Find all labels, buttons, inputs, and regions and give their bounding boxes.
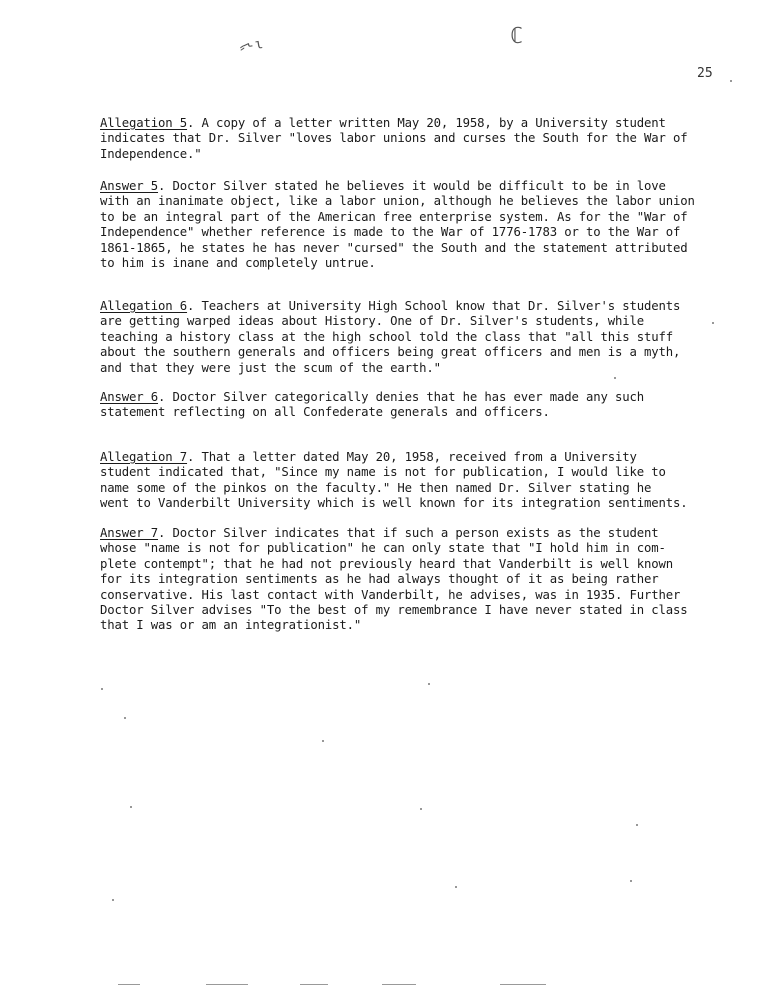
scan-speck	[636, 824, 638, 826]
scan-artifact-line	[300, 984, 328, 985]
scan-speck	[730, 80, 732, 82]
scan-speck	[124, 717, 126, 719]
allegation-6-text: . Teachers at University High School know that Dr. Silver's students are getting warped ideas about History. One of Dr. Silver's students, while teaching a history class at the high school told the class that "all this stuff about the southern generals and officers being great officers and men is a myth, and that they were just the scum of the earth."	[100, 299, 681, 375]
scan-speck	[428, 683, 430, 685]
scan-speck	[630, 880, 632, 882]
scan-artifact-line	[382, 984, 416, 985]
scan-speck	[455, 886, 457, 888]
answer-7-label: Answer 7	[100, 526, 159, 540]
allegation-6-label: Allegation 6	[100, 299, 188, 313]
answer-6	[100, 390, 730, 421]
answer-5-text: . Doctor Silver stated he believes it would be difficult to be in love with an inanimate object, like a labor union, although he believes the labor union to be an integral part of the American free enterprise system. As for the "War of Independence" whether reference is made to the War of 1776-1783 or to the War of 1861-1865, he states he has never "cursed" the South and the statement attributed to him is inane and completely untrue.	[100, 179, 695, 271]
answer-7-text: . Doctor Silver indicates that if such a person exists as the student whose "name is not for publication" he can only state that "I hold him in com- plete contempt"; that he had not previously heard that Vanderbilt is well known for its integration sentiments as he had always thought of it as being rather conservative. His last contact with Vanderbilt, he advises, was in 1935. Further Doctor Silver advises "To the best of my remembrance I have never stated in class that I was or am an integrationist."	[100, 526, 688, 633]
allegation-5	[100, 116, 730, 162]
answer-5-label: Answer 5	[100, 179, 159, 193]
scan-speck	[322, 740, 324, 742]
scan-speck	[130, 806, 132, 808]
scan-artifact-line	[118, 984, 140, 985]
scan-speck	[420, 808, 422, 810]
allegation-7-label: Allegation 7	[100, 450, 188, 464]
allegation-5-text: . A copy of a letter written May 20, 1958, by a University student indicates that Dr. Silver "loves labor unions and curses the South for the War of Independence."	[100, 116, 688, 161]
scan-speck	[712, 322, 714, 324]
answer-6-label: Answer 6	[100, 390, 159, 404]
allegation-5-label: Allegation 5	[100, 116, 188, 130]
allegation-7-text: . That a letter dated May 20, 1958, received from a University student indicated that, "Since my name is not for publication, I would like to name some of the pinkos on the faculty." He then named Dr. Silver stating he went to Vanderbilt University which is well known for its integration sentiments.	[100, 450, 688, 511]
scan-speck	[112, 899, 114, 901]
allegation-6	[100, 299, 730, 376]
handwritten-mark: ⸗˞ɩ	[236, 35, 265, 57]
answer-7	[100, 526, 730, 634]
answer-6-text: . Doctor Silver categorically denies that he has ever made any such statement reflecting on all Confederate generals and officers.	[100, 390, 645, 420]
answer-5	[100, 179, 730, 271]
scan-artifact-line	[206, 984, 248, 985]
page-number: 25	[697, 66, 713, 81]
scan-speck	[101, 688, 103, 690]
handwritten-mark: ℂ	[510, 24, 524, 49]
scan-artifact-line	[500, 984, 546, 985]
scan-speck	[614, 377, 616, 379]
allegation-7	[100, 450, 730, 512]
